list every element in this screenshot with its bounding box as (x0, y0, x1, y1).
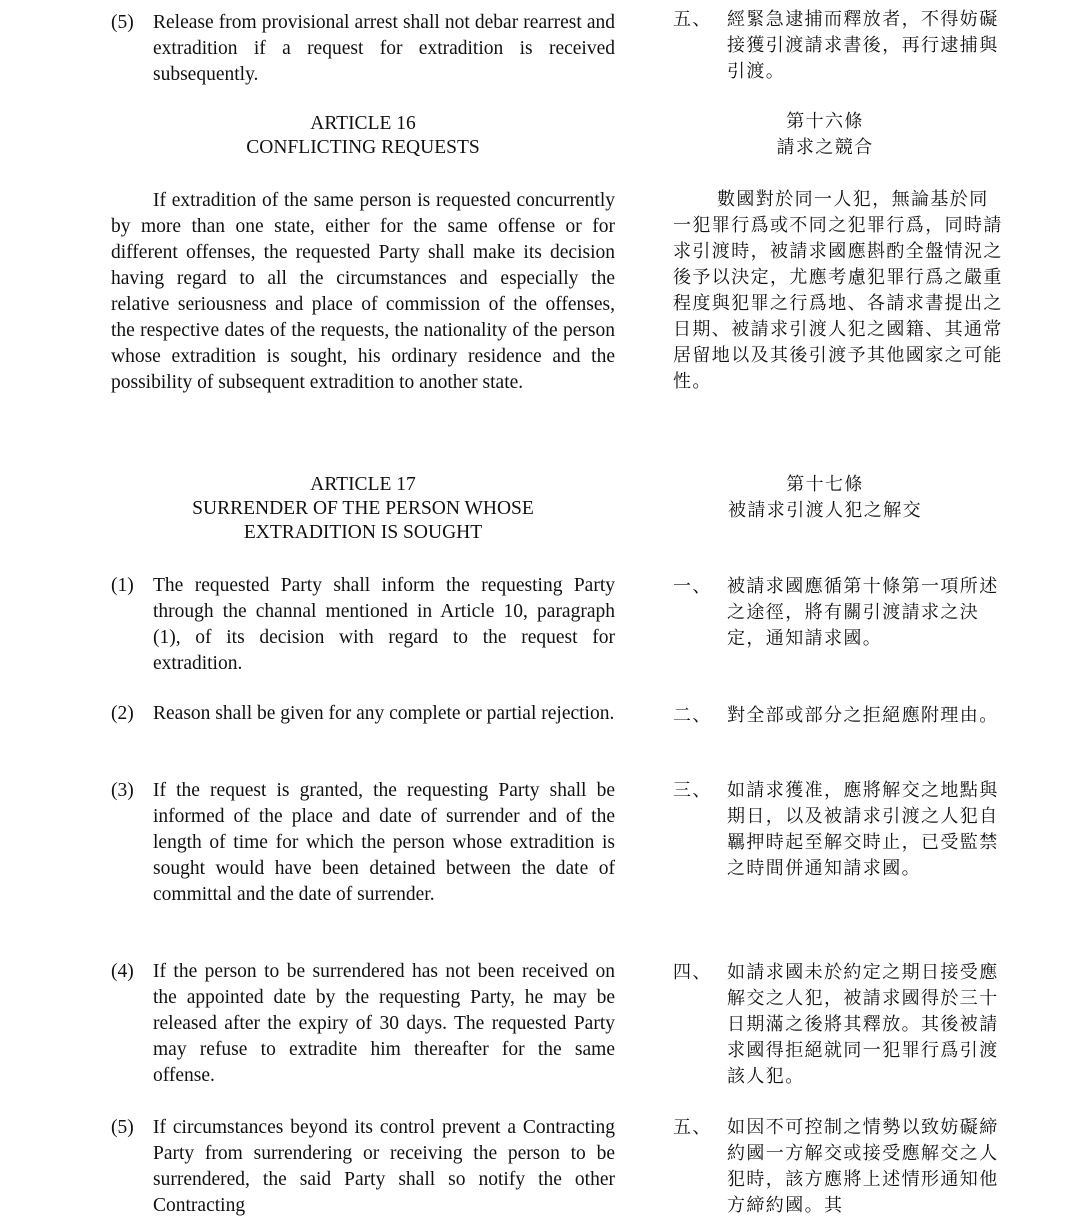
paragraph-number: 二、 (673, 705, 712, 726)
article17-title-line1: SURRENDER OF THE PERSON WHOSE (192, 498, 534, 519)
paragraph-text: Release from provisional arrest shall not debar rearrest and extradition if a request for extradition is received subsequently. (153, 12, 615, 85)
article17-paragraph4 (111, 959, 615, 1089)
zh-article16-heading (647, 109, 1003, 161)
zh-article17-number: 第十七條 (786, 474, 864, 495)
article17-title-line2: EXTRADITION IS SOUGHT (243, 522, 483, 543)
article17-heading (111, 473, 615, 545)
paragraph-number: (5) (111, 1117, 134, 1138)
article17-paragraph5 (111, 1115, 615, 1219)
article17-paragraph3 (111, 778, 615, 908)
zh-article15-paragraph5 (673, 7, 1003, 85)
zh-article17-paragraph3 (673, 778, 1003, 882)
paragraph-number: 三、 (673, 780, 712, 801)
zh-article17-paragraph1 (673, 574, 1003, 652)
paragraph-number: 五、 (673, 1117, 712, 1138)
paragraph-text: 經緊急逮捕而釋放者，不得妨礙接獲引渡請求書後，再行逮捕與引渡。 (727, 9, 999, 82)
article17-number: ARTICLE 17 (310, 474, 416, 495)
zh-article17-paragraph4 (673, 960, 1003, 1090)
paragraph-text: The requested Party shall inform the requesting Party through the channal mentioned in Article 10, paragraph (1), of its decision with regard to the request for extradition. (153, 575, 615, 674)
paragraph-number: (1) (111, 575, 134, 596)
paragraph-number: (3) (111, 780, 134, 801)
zh-article16-title: 請求之競合 (776, 137, 874, 158)
zh-article16-number: 第十六條 (786, 111, 864, 132)
paragraph-text: 如請求獲准，應將解交之地點與期日，以及被請求引渡之人犯自羈押時起至解交時止，已受監禁之時間併通知請求國。 (727, 780, 999, 879)
paragraph-number: (4) (111, 961, 134, 982)
zh-article17-paragraph5 (673, 1115, 1003, 1219)
paragraph-text: 對全部或部分之拒絕應附理由。 (727, 705, 999, 726)
article16-number: ARTICLE 16 (310, 113, 416, 134)
paragraph-text: Reason shall be given for any complete or partial rejection. (153, 703, 615, 724)
zh-article17-paragraph2 (673, 703, 1003, 729)
paragraph-number: 一、 (673, 576, 712, 597)
paragraph-text: 如請求國未於約定之期日接受應解交之人犯，被請求國得於三十日期滿之後將其釋放。其後被請求國得拒絕就同一犯罪行爲引渡該人犯。 (727, 962, 999, 1087)
article17-paragraph1 (111, 573, 615, 677)
zh-article17-title: 被請求引渡人犯之解交 (728, 500, 922, 521)
article16-title: CONFLICTING REQUESTS (246, 137, 480, 158)
article17-paragraph2 (111, 701, 615, 727)
paragraph-text: If the person to be surrendered has not been received on the appointed date by the requesting Party, he may be released after the expiry of 30 days. The requested Party may refuse to extradite him thereafter for the same offense. (153, 961, 615, 1086)
paragraph-number: (2) (111, 703, 134, 724)
article16-paragraph: If extradition of the same person is requested concurrently by more than one state, either for the same offense or for different offenses, the requested Party shall make its decision having regard to all the circumstances and especially the relative seriousness and place of commission of the offenses, the respective dates of the requests, the nationality of the person whose extradition is sought, his ordinary residence and the possibility of subsequent extradition to another state. (111, 190, 615, 393)
paragraph-number: (5) (111, 12, 134, 33)
paragraph-text: 如因不可控制之情勢以致妨礙締約國一方解交或接受應解交之人犯時，該方應將上述情形通知他方締約國。其 (727, 1117, 999, 1216)
article15-paragraph5 (111, 10, 615, 88)
paragraph-text: If the request is granted, the requesting Party shall be informed of the place and date of surrender and of the length of time for which the person whose extradition is sought would have been detained between the date of committal and the date of surrender. (153, 780, 615, 905)
zh-article16-paragraph: 數國對於同一人犯，無論基於同一犯罪行爲或不同之犯罪行爲，同時請求引渡時，被請求國應斟酌全盤情況之後予以決定，尤應考慮犯罪行爲之嚴重程度與犯罪之行爲地、各請求書提出之日期、被請求引渡人犯之國籍、其通常居留地以及其後引渡予其他國家之可能性。 (673, 189, 1003, 392)
zh-article17-heading (647, 472, 1003, 524)
paragraph-number: 五、 (673, 9, 712, 30)
paragraph-text: 被請求國應循第十條第一項所述之途徑，將有關引渡請求之決定，通知請求國。 (727, 576, 999, 649)
article16-heading (111, 112, 615, 160)
paragraph-text: If circumstances beyond its control prevent a Contracting Party from surrendering or receiving the person to be surrendered, the said Party shall so notify the other Contracting (153, 1117, 615, 1216)
paragraph-number: 四、 (673, 962, 712, 983)
